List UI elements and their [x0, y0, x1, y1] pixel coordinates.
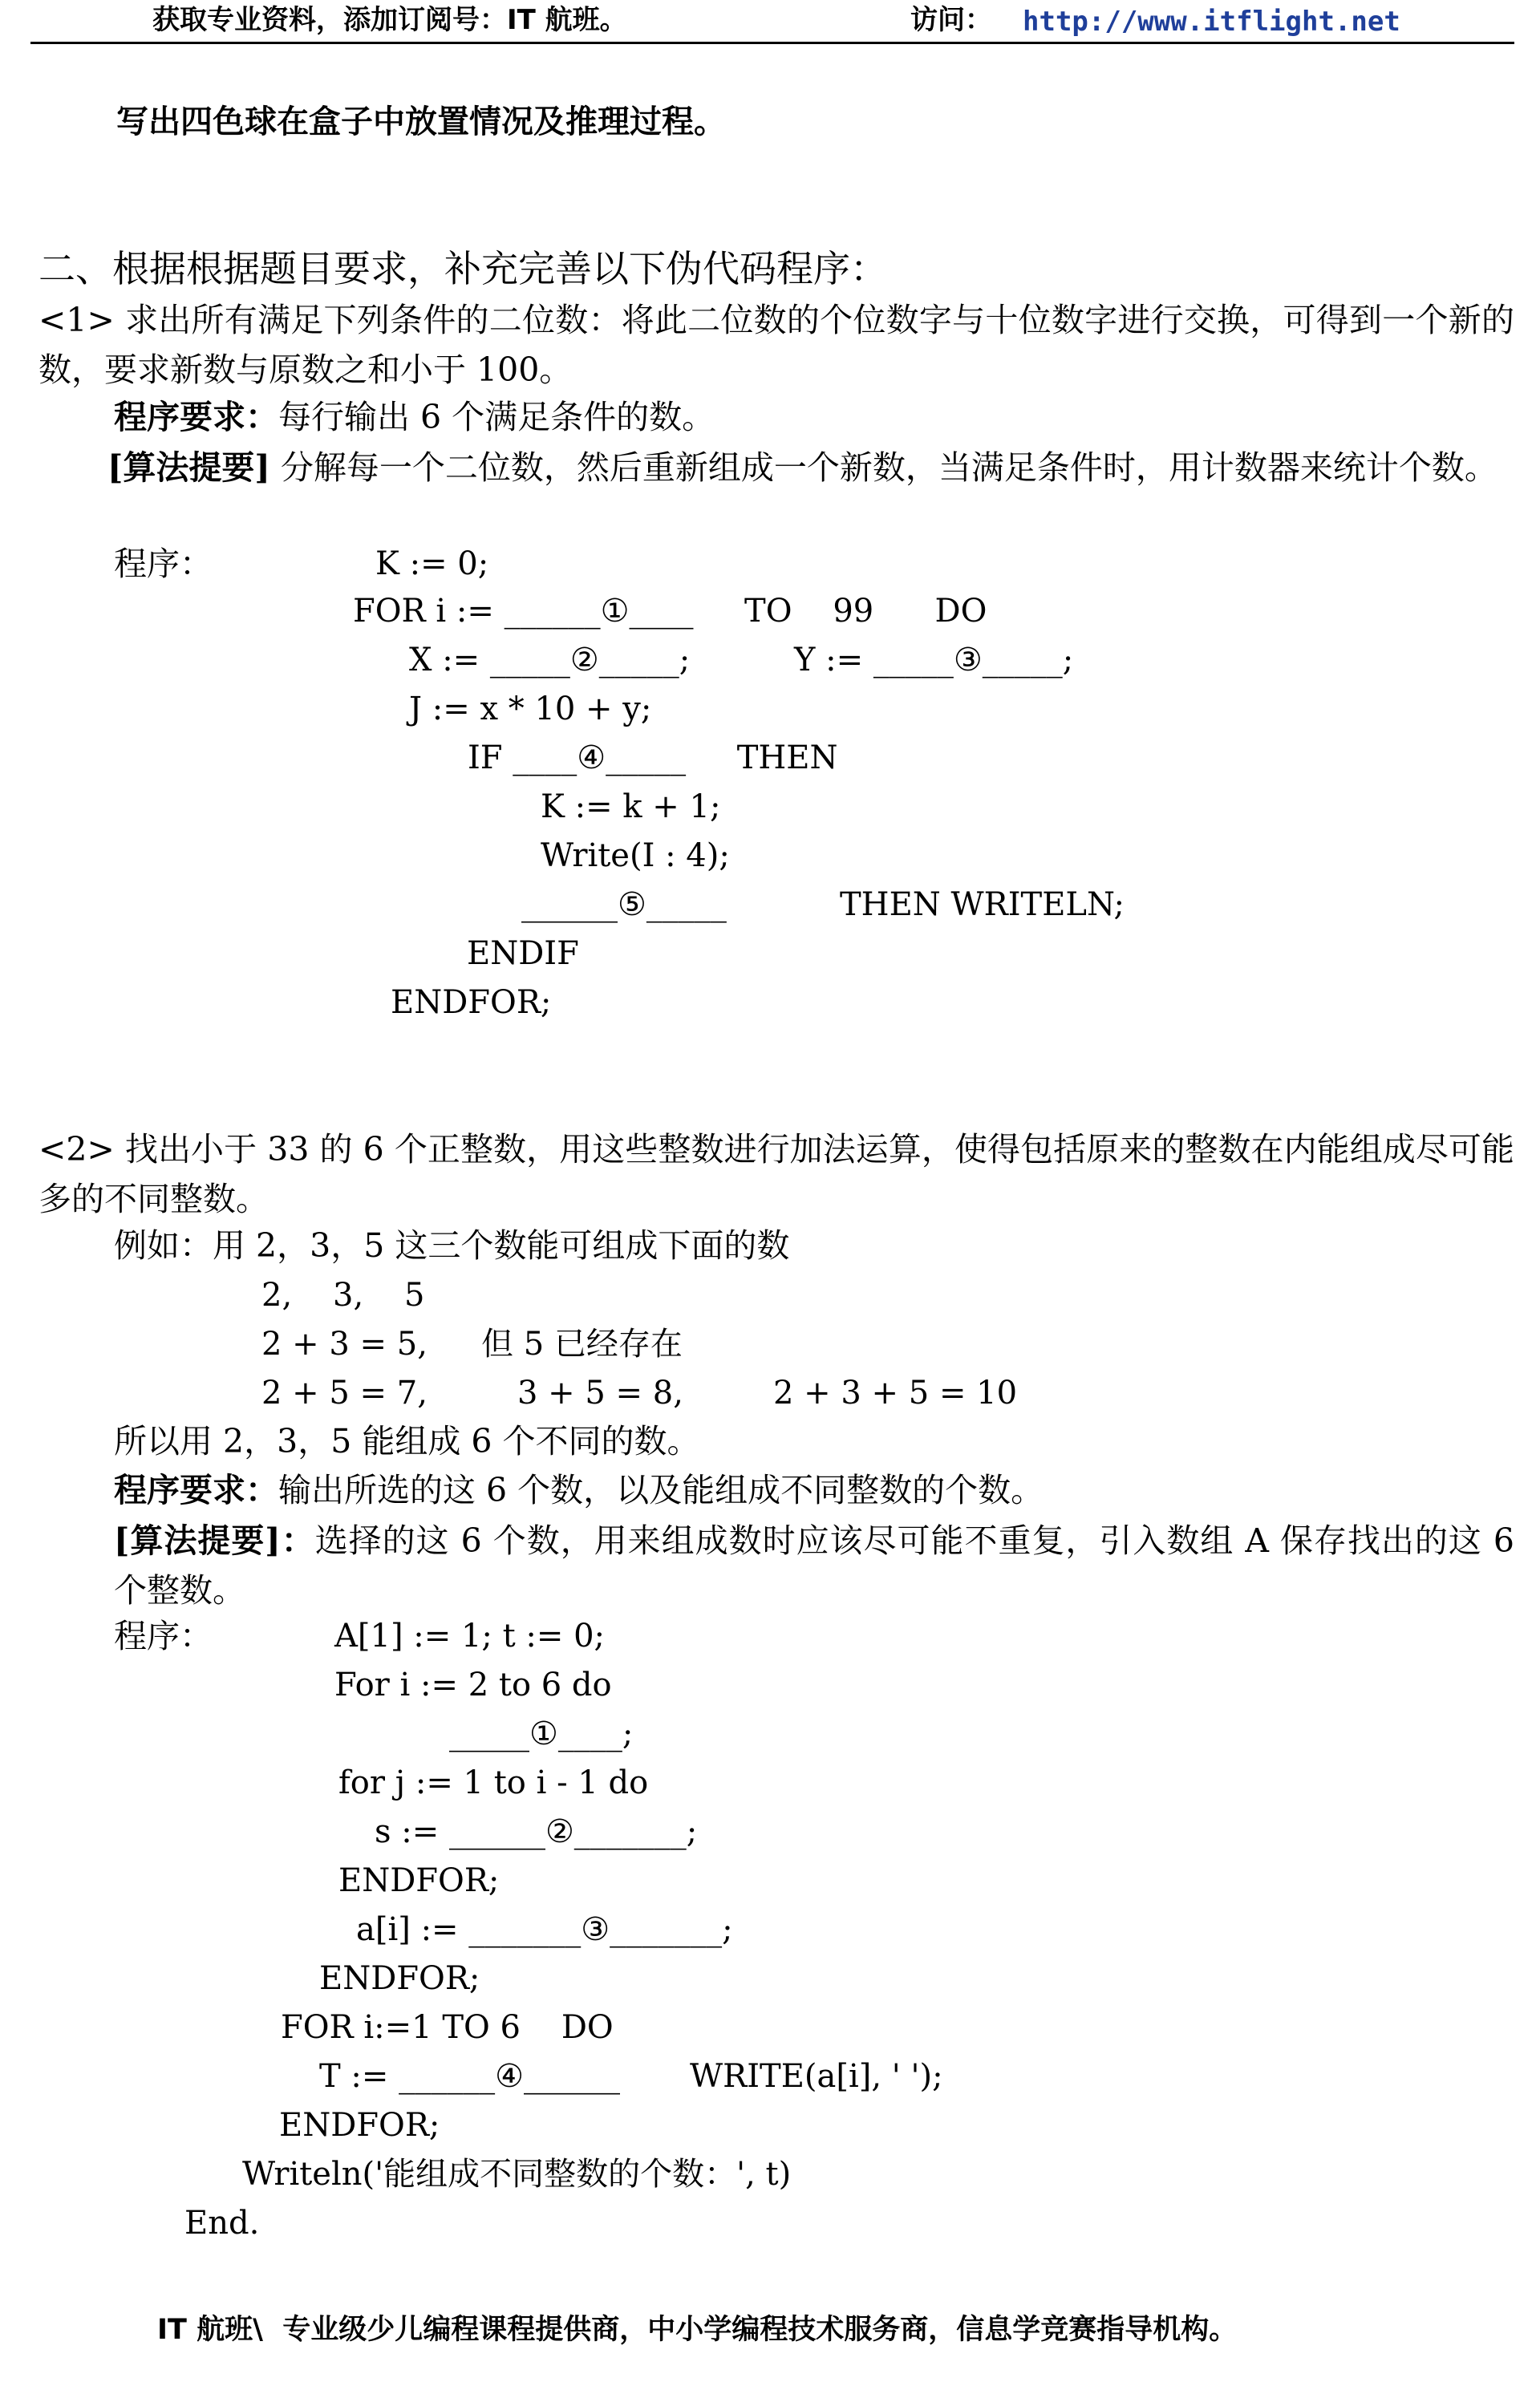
- p2-example-line: 2 + 3 + 5 = 10: [773, 1375, 1018, 1412]
- p2-code-line: ENDFOR;: [279, 2107, 440, 2144]
- p2-code-line: A[1] := 1; t := 0;: [334, 1618, 606, 1655]
- problem2-statement-text: <2> 找出小于 33 的 6 个正整数，用这些整数进行加法运算，使得包括原来的整数在内能组成尽可能多的不同整数。: [38, 1130, 1514, 1218]
- p1-code-line: J := x * 10 + y;: [409, 691, 652, 727]
- p1-code-line: ENDIF: [467, 935, 579, 972]
- problem2-req-label: 程序要求：: [114, 1471, 278, 1509]
- problem1-hint: [38, 443, 1514, 492]
- p2-code-line: _____①____;: [449, 1716, 634, 1752]
- p1-code-line: Write(I : 4);: [541, 837, 730, 874]
- problem1-program-label: 程序：: [114, 545, 213, 583]
- p2-code-line: for j := 1 to i - 1 do: [338, 1764, 649, 1801]
- p2-code-line: ENDFOR;: [338, 1862, 500, 1899]
- header-url-link[interactable]: http://www.itflight.net: [1023, 6, 1400, 38]
- p1-code-line: K := 0;: [375, 545, 489, 582]
- header-visit-label: 访问：: [910, 4, 992, 36]
- header-left-text: 获取专业资料，添加订阅号：IT 航班。: [152, 4, 627, 36]
- p1-code-line: X := _____②_____;: [409, 642, 691, 679]
- p2-example-line: 2, 3, 5: [261, 1277, 425, 1314]
- p2-code-line: For i := 2 to 6 do: [334, 1667, 612, 1703]
- p2-code-line: a[i] := _______③_______;: [356, 1911, 733, 1948]
- problem2-hint: [114, 1516, 1514, 1615]
- problem1-hint-label: [算法提要]: [107, 448, 270, 487]
- intro-line: 写出四色球在盒子中放置情况及推理过程。: [116, 103, 726, 140]
- p2-example-line: 但 5 已经存在: [481, 1326, 683, 1363]
- p2-code-line: End.: [184, 2205, 260, 2242]
- problem2-hint-text: 选择的这 6 个数，用来组成数时应该尽可能不重复，引入数组 A 保存找出的这 6 个整数。: [114, 1521, 1514, 1610]
- problem2-conclusion: 所以用 2，3，5 能组成 6 个不同的数。: [114, 1422, 700, 1460]
- section-title: 二、根据根据题目要求，补充完善以下伪代码程序：: [38, 247, 887, 290]
- header-divider: [30, 42, 1514, 44]
- p1-code-line: IF ____④_____ THEN: [468, 739, 838, 776]
- p1-code-line: ENDFOR;: [391, 984, 552, 1021]
- problem1-req-label: 程序要求：: [114, 398, 278, 436]
- p1-code-line: Y := _____③_____;: [794, 642, 1074, 679]
- p1-code-line: FOR i := ______①____ TO 99 DO: [353, 593, 987, 630]
- p2-code-line: FOR i:=1 TO 6 DO: [281, 2009, 614, 2046]
- problem1-statement-text: <1> 求出所有满足下列条件的二位数：将此二位数的个位数字与十位数字进行交换，可得到一个新的数，要求新数与原数之和小于 100。: [38, 301, 1514, 389]
- problem1-requirement: [114, 398, 715, 436]
- p1-code-line: ______⑤_____: [521, 886, 727, 923]
- p2-example-line: 2 + 3 = 5,: [261, 1326, 428, 1363]
- p2-code-line: s := ______②_______;: [375, 1813, 698, 1850]
- p2-example-line: 2 + 5 = 7,: [261, 1375, 428, 1412]
- p1-code-line: K := k + 1;: [541, 788, 721, 825]
- problem2-req-text: 输出所选的这 6 个数，以及能组成不同整数的个数。: [278, 1471, 1044, 1509]
- footer-text: IT 航班\ 专业级少儿编程课程提供商，中小学编程技术服务商，信息学竞赛指导机构。: [157, 2314, 1238, 2346]
- problem1-req-text: 每行输出 6 个满足条件的数。: [278, 398, 715, 436]
- p2-code-line: ENDFOR;: [319, 1960, 480, 1997]
- p2-example-line: 3 + 5 = 8,: [517, 1375, 683, 1412]
- p2-code-line: T := ______④______: [319, 2058, 620, 2095]
- problem2-example-intro: 例如：用 2，3，5 这三个数能可组成下面的数: [114, 1226, 790, 1265]
- problem2-requirement: [114, 1471, 1044, 1509]
- p2-code-line: WRITE(a[i], ' ');: [690, 2058, 943, 2095]
- p2-code-line: Writeln('能组成不同整数的个数：', t): [242, 2156, 792, 2193]
- problem1-hint-text: 分解每一个二位数，然后重新组成一个新数，当满足条件时，用计数器来统计个数。: [280, 448, 1497, 487]
- p1-code-line: THEN WRITELN;: [840, 886, 1125, 923]
- problem1-statement: [38, 295, 1514, 395]
- problem2-hint-label: [算法提要]：: [114, 1521, 315, 1560]
- problem2-statement: [38, 1124, 1514, 1224]
- problem2-program-label: 程序：: [114, 1617, 213, 1655]
